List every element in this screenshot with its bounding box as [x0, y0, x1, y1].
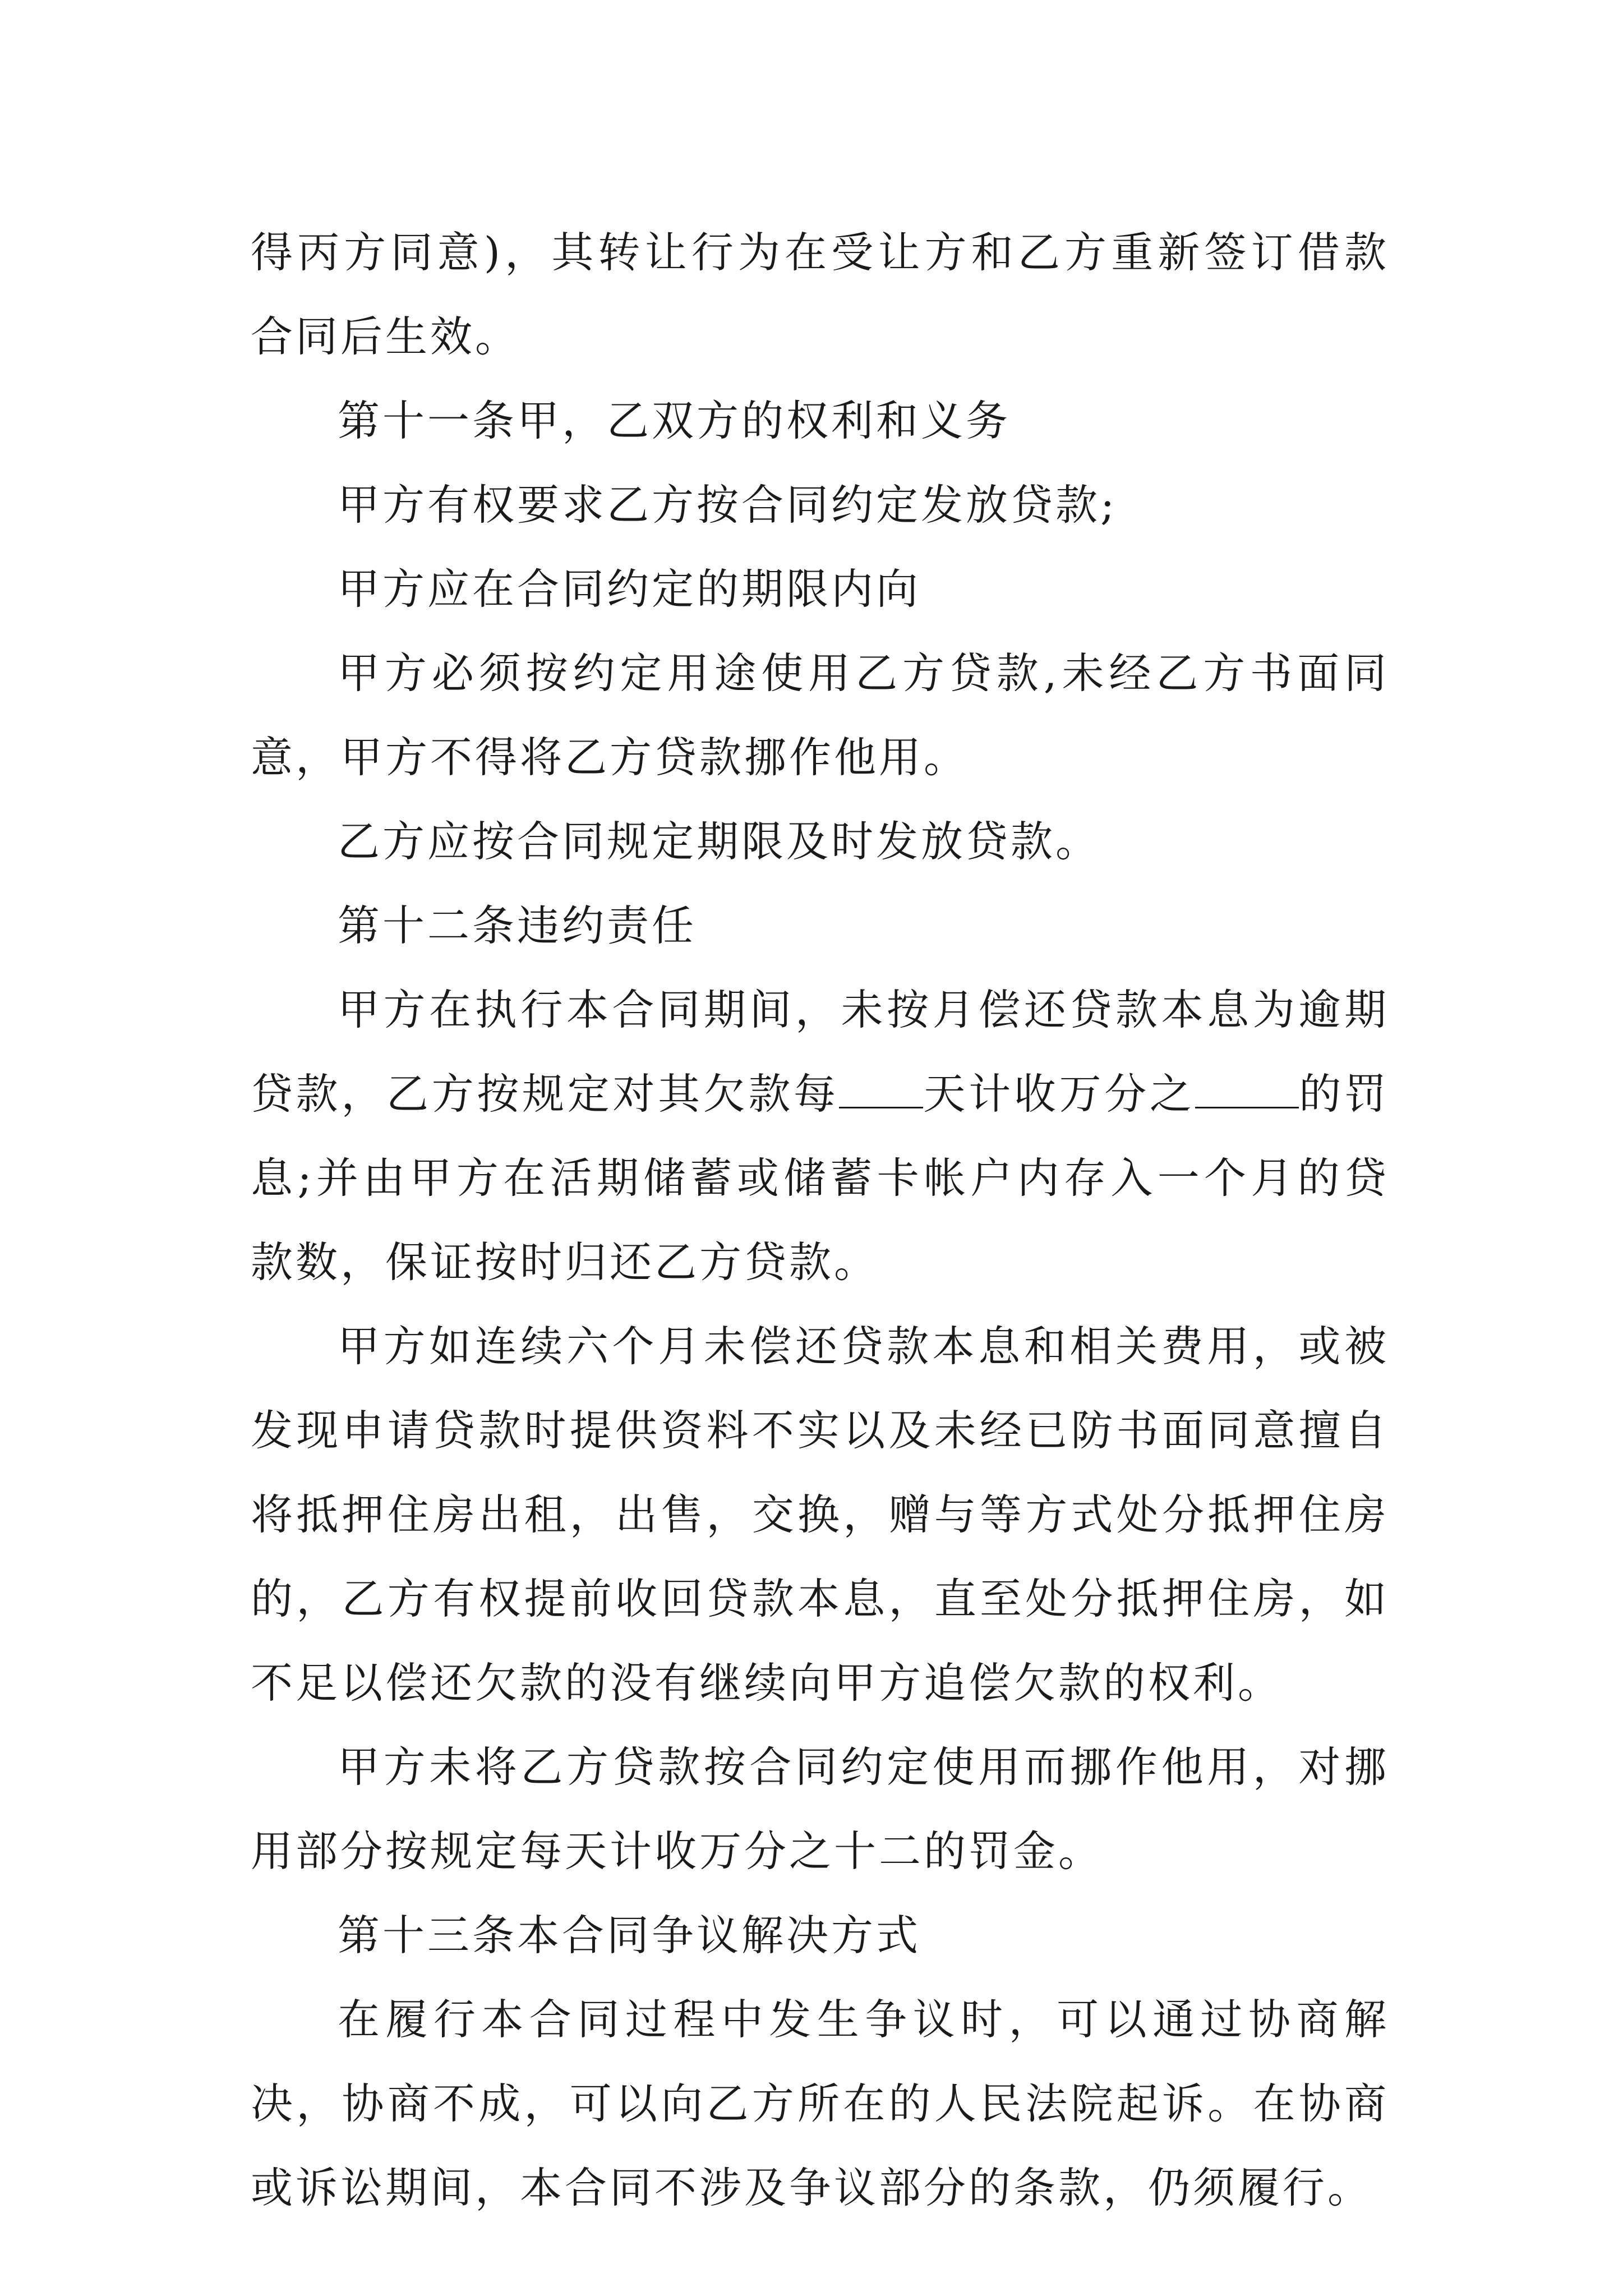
overdue-text-part-1: 甲方在执行本合同期间，未按月偿还贷款本息为逾期贷款，乙方按规定对其欠款每 [251, 985, 1389, 1119]
article-11-heading: 第十一条甲，乙双方的权利和义务 [338, 396, 1011, 445]
article-13-heading: 第十三条本合同争议解决方式 [338, 1911, 921, 1960]
paragraph-overdue-penalty [251, 968, 1389, 1304]
paragraph-continuation: 得丙方同意)，其转让行为在受让方和乙方重新签订借款合同后生效。 [251, 228, 1389, 361]
overdue-text-part-3: 的罚息;并由甲方在活期储蓄或储蓄卡帐户内存入一个月的贷款数，保证按时归还乙方贷款。 [251, 1069, 1389, 1287]
paragraph-party-b-duty: 乙方应按合同规定期限及时发放贷款。 [338, 817, 1101, 866]
document-body [251, 210, 1389, 2230]
paragraph-early-recall: 甲方如连续六个月未偿还贷款本息和相关费用，或被发现申请贷款时提供资料不实以及未经已防书面同意擅自将抵押住房出租，出售，交换，赠与等方式处分抵押住房的，乙方有权提前收回贷款本息，直至处分抵押住房，如不足以偿还欠款的没有继续向甲方追偿欠款的权利。 [251, 1322, 1389, 1708]
paragraph-party-a-right: 甲方有权要求乙方按合同约定发放贷款; [338, 480, 1118, 530]
paragraph-dispute-resolution: 在履行本合同过程中发生争议时，可以通过协商解决，协商不成，可以向乙方所在的人民法院起诉。在协商或诉讼期间，本合同不涉及争议部分的条款，仍须履行。 [251, 1995, 1389, 2212]
paragraph-misuse-fine: 甲方未将乙方贷款按合同约定使用而挪作他用，对挪用部分按规定每天计收万分之十二的罚金。 [251, 1742, 1389, 1876]
article-12-heading: 第十二条违约责任 [338, 901, 697, 950]
paragraph-loan-usage: 甲方必须按约定用途使用乙方贷款,未经乙方书面同意，甲方不得将乙方贷款挪作他用。 [251, 648, 1389, 782]
blank-rate-field [1195, 1070, 1299, 1108]
blank-days-field [839, 1070, 923, 1108]
paragraph-party-a-deadline: 甲方应在合同约定的期限内向 [338, 564, 921, 614]
overdue-text-part-2: 天计收万分之 [923, 1069, 1195, 1119]
